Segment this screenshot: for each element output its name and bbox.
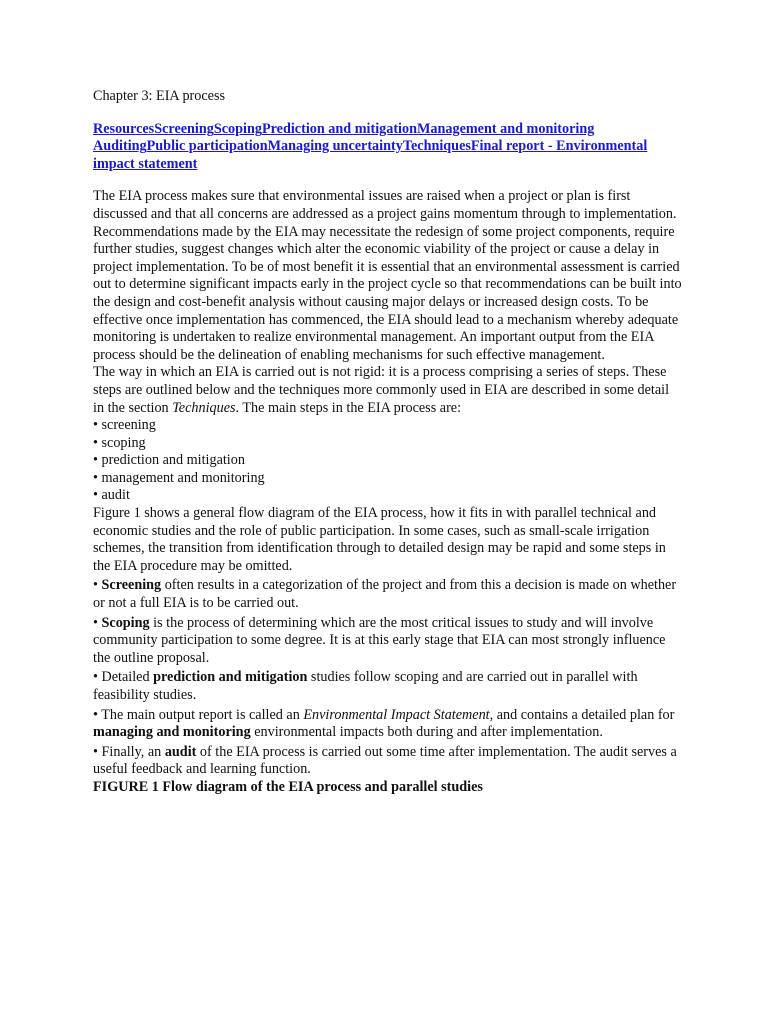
managing-monitoring-term: managing and monitoring [93, 724, 251, 741]
screening-bullet [93, 577, 683, 612]
list-item: • scoping [93, 434, 146, 451]
audit-bullet [93, 744, 683, 779]
list-item: • audit [93, 487, 130, 504]
prediction-bullet [93, 669, 683, 704]
audit-text: of the EIA process is carried out some time after implementation. The audit serves a useful feedback and learning function. [93, 743, 677, 778]
scoping-bullet [93, 615, 683, 668]
chapter-navigation [93, 121, 683, 174]
scoping-text: is the process of determining which are the most critical issues to study and will involve community participation to some degree. It is at this early stage that EIA can most strongly influence the outline proposal. [93, 614, 666, 666]
scoping-term: Scoping [101, 614, 150, 631]
output-text-middle: , and contains a detailed plan for [489, 706, 675, 723]
intro-paragraph: The EIA process makes sure that environmental issues are raised when a project or plan is first discussed and that all concerns are addressed as a project gains momentum through to implementation. Recommendations made by the EIA may necessitate the redesign of some project components, require further studies, suggest changes which alter the economic viability of the project or cause a delay in project implementation. To be of most benefit it is essential that an environmental assessment is carried out to determine significant impacts early in the project cycle so that recommendations can be built into the design and cost-benefit analysis without causing major delays or increased design costs. To be effective once implementation has commenced, the EIA should lead to a mechanism whereby adequate monitoring is undertaken to realize environmental management. An important output from the EIA process should be the delineation of enabling mechanisms for such effective management. [93, 188, 682, 363]
chapter-title: Chapter 3: EIA process [93, 88, 225, 104]
nav-link-managing-uncertainty[interactable]: Managing uncertainty [267, 138, 403, 155]
nav-link-scoping[interactable]: Scoping [213, 120, 262, 137]
nav-link-final-report[interactable]: Final report - Environmental impact statement [93, 138, 648, 172]
nav-link-resources[interactable]: Resources [93, 120, 155, 137]
nav-link-management-and-monitoring[interactable]: Management and monitoring [417, 120, 595, 137]
output-text-start: • The main output report is called an [93, 706, 304, 723]
nav-link-screening[interactable]: Screening [154, 120, 214, 137]
list-item: • prediction and mitigation [93, 452, 245, 469]
output-text-end: environmental impacts both during and after implementation. [250, 724, 603, 741]
nav-link-auditing[interactable]: Auditing [93, 138, 147, 155]
steps-intro-paragraph [93, 364, 683, 417]
eis-term: Environmental Impact Statement [303, 706, 490, 723]
figure-description-paragraph: Figure 1 shows a general flow diagram of the EIA process, how it fits in with parallel technical and economic studies and the role of public participation. In some cases, such as small-scale irrigation schemes, the transition from identification through to detailed design may be rapid and some steps in the EIA procedure may be omitted. [93, 505, 666, 574]
figure-caption: FIGURE 1 Flow diagram of the EIA process and parallel studies [93, 778, 483, 795]
document-page [93, 88, 683, 797]
bullet-mark: • [93, 614, 102, 631]
eia-steps-list [93, 417, 683, 505]
nav-link-public-participation[interactable]: Public participation [146, 138, 268, 155]
steps-intro-text-end: . The main steps in the EIA process are: [235, 399, 462, 416]
screening-term: Screening [101, 577, 162, 594]
prediction-text: studies follow scoping and are carried out in parallel with feasibility studies. [93, 669, 638, 703]
nav-link-techniques[interactable]: Techniques [402, 138, 471, 155]
bullet-mark: • [93, 577, 102, 594]
prediction-text-start: • Detailed [93, 669, 154, 686]
prediction-term: prediction and mitigation [153, 669, 308, 686]
list-item: • screening [93, 417, 156, 434]
techniques-reference: Techniques [172, 399, 236, 416]
audit-text-start: • Finally, an [93, 743, 165, 760]
audit-term: audit [164, 743, 197, 760]
screening-text: often results in a categorization of the project and from this a decision is made on whether or not a full EIA is to be carried out. [93, 577, 677, 612]
nav-link-prediction-and-mitigation[interactable]: Prediction and mitigation [261, 120, 417, 137]
steps-intro-text: The way in which an EIA is carried out is not rigid: it is a process comprising a series of steps. These steps are outlined below and the techniques more commonly used in EIA are described in some detail in the section [93, 364, 670, 416]
list-item: • management and monitoring [93, 469, 265, 486]
output-report-bullet [93, 707, 683, 742]
